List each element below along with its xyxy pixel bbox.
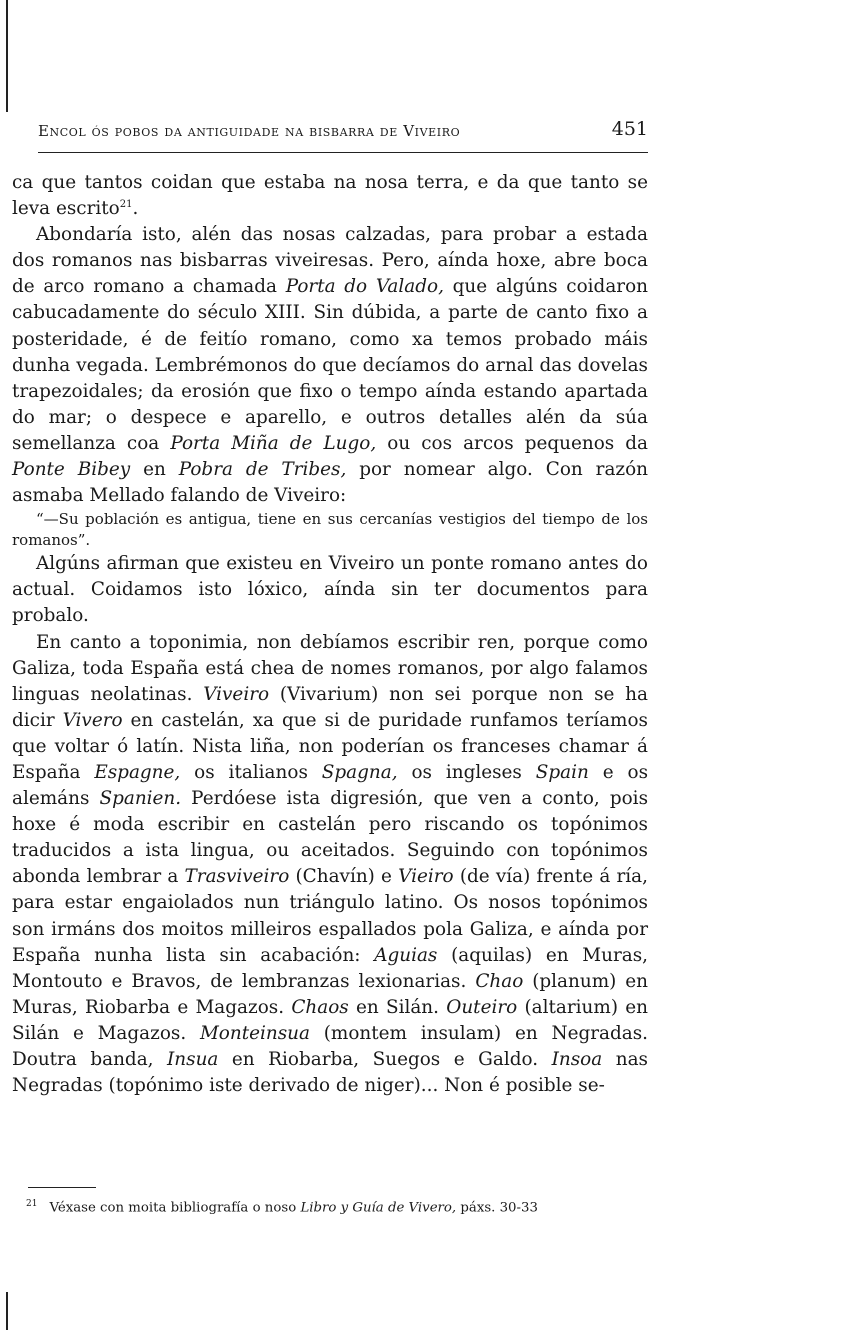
footnote-rule bbox=[28, 1187, 96, 1188]
page-edge-line-bottom bbox=[6, 1292, 8, 1330]
place-name-italic: Ponte Bibey bbox=[12, 459, 131, 481]
paragraph-2: Abondaría isto, alén das nosas calzadas, para probar a estada dos romanos nas bisbarras viveiresas. Pero, aínda hoxe, abre boca de arco romano a chamada Porta do Valado, que algúns coidaron cabucadamente do século XIII. Sin dúbida, a parte de canto fixo a posteridade, é de feitío romano, como xa temos probado máis dunha vegada. Lembrémonos do que decíamos do arnal das dovelas trapezoidales; da erosión que fixo o tempo aínda estando apartada do mar; o despece e aparello, e outros detalles alén da súa semellanza coa Porta Miña de Lugo, ou cos arcos pequenos da Ponte Bibey en Pobra de Tribes, por nomear algo. Con razón asmaba Mellado falando de Viveiro: bbox=[12, 224, 649, 507]
footnote: $^{21}$ Véxase con moita bibliografía o noso Libro y Guía de Vivero, páxs. 30-33 bbox=[26, 1199, 538, 1216]
paragraph-3: Algúns afirman que existeu en Viveiro un ponte romano antes do actual. Coidamos isto lóxico, aínda sin ter documentos para probalo. bbox=[12, 553, 648, 627]
place-name-italic: Porta Miña de Lugo, bbox=[170, 432, 377, 454]
footnote-reference: 21 bbox=[119, 198, 133, 210]
page-edge-line-top bbox=[6, 0, 8, 112]
block-quote: “—Su población es antigua, tiene en sus cercanías vestigios del tiempo de los romanos”. bbox=[12, 510, 648, 550]
body-text bbox=[12, 170, 648, 1099]
footnote-mark: 21 bbox=[26, 1199, 38, 1209]
paragraph-1: ca que tantos coidan que estaba na nosa terra, e da que tanto se leva escrito$^{21}$. bbox=[12, 172, 648, 220]
book-title: Libro y Guía de Vivero, bbox=[300, 1200, 457, 1216]
place-name-italic: Pobra de Tribes, bbox=[178, 459, 347, 481]
running-head: Encol ós pobos da antiguidade na bisbarra de Viveiro bbox=[38, 122, 461, 140]
page-number: 451 bbox=[611, 118, 648, 140]
page-header bbox=[38, 118, 648, 153]
paragraph-4: En canto a toponimia, non debíamos escribir ren, porque como Galiza, toda España está chea de nomes romanos, por algo falamos linguas neolatinas. Viveiro (Vivarium) non sei porque non se ha dicir Vivero en castelán, xa que si de puridade runfamos teríamos que voltar ó latín. Nista liña, non poderían os franceses chamar á España Espagne, os italianos Spagna, os ingleses Spain e os alemáns Spanien. Perdóese ista digresión, que ven a conto, pois hoxe é moda escribir en castelán pero riscando os topónimos traducidos a ista lingua, ou aceitados. Seguindo con topónimos abonda lembrar a Trasviveiro (Chavín) e Vieiro (de vía) frente á ría, para estar engaiolados nun triángulo latino. Os nosos topónimos son irmáns dos moitos milleiros espallados pola Galiza, e aínda por España nunha lista sin acabación: Aguias (aquilas) en Muras, Montouto e Bravos, de lembranzas lexionarias. Chao (planum) en Muras, Riobarba e Magazos. Chaos en Silán. Outeiro (altarium) en Silán e Magazos. Monteinsua (montem insulam) en Negradas. Doutra banda, Insua en Riobarba, Suegos e Galdo. Insoa nas Negradas (topónimo iste derivado de niger)... Non é posible se- bbox=[12, 631, 649, 1097]
place-name-italic: Porta do Valado, bbox=[285, 276, 444, 298]
